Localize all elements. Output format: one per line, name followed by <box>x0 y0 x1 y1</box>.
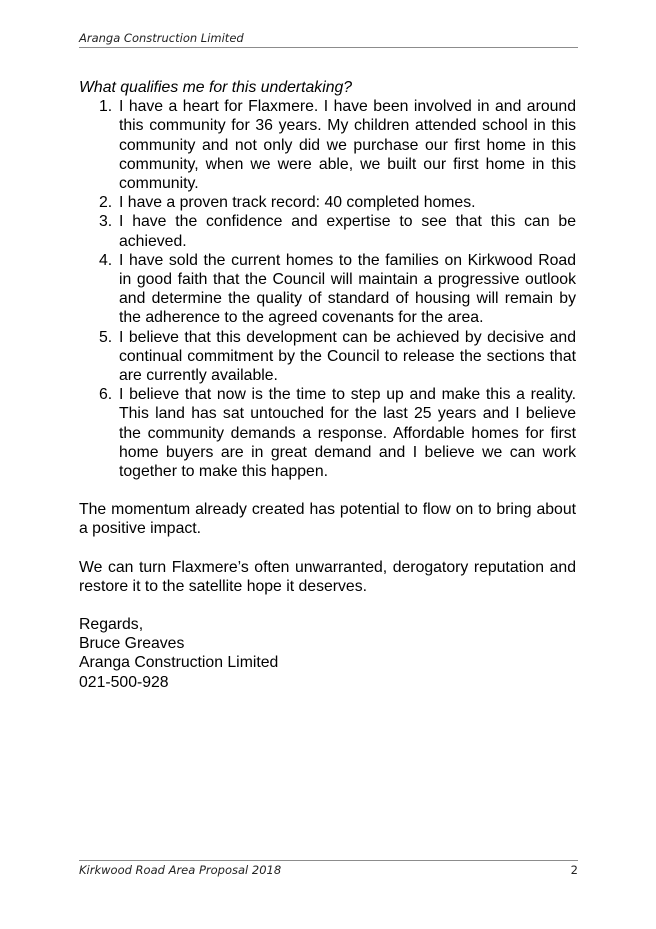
list-text: I have a heart for Flaxmere. I have been involved in and around this community for 36 years. My children attended school in this community and not only did we purchase our first home in this community, when we were able, we built our first home in this community. <box>119 98 576 193</box>
footer-title: Kirkwood Road Area Proposal 2018 <box>79 863 282 877</box>
list-number: 4. <box>99 251 113 269</box>
signature-phone: 021-500-928 <box>79 673 169 691</box>
list-item <box>79 251 576 328</box>
page-footer <box>79 860 578 877</box>
list-number: 2. <box>99 194 113 212</box>
list-item <box>79 328 576 386</box>
list-number: 5. <box>99 328 113 346</box>
signature-name: Bruce Greaves <box>79 635 185 653</box>
list-item <box>79 97 576 193</box>
section-intro: What qualifies me for this undertaking? <box>79 79 353 96</box>
list-item <box>79 193 576 212</box>
list-number: 3. <box>99 213 113 231</box>
body-paragraph: We can turn Flaxmere’s often unwarranted, derogatory reputation and restore it to the satellite hope it deserves. <box>79 558 576 595</box>
page-number: 2 <box>570 863 578 877</box>
list-item <box>79 385 576 481</box>
signature-block <box>79 615 576 692</box>
list-text: I have a proven track record: 40 completed homes. <box>119 194 476 212</box>
list-text: I believe that now is the time to step up and make this a reality. This land has sat untouched for the last 25 years and I believe the community demands a response. Affordable homes for first home buyers are in great demand and I believe we can work together to make this happen. <box>119 386 576 481</box>
list-number: 1. <box>99 98 113 116</box>
list-number: 6. <box>99 386 113 404</box>
page-body <box>79 78 576 692</box>
body-paragraph: The momentum already created has potential to flow on to bring about a positive impact. <box>79 501 576 538</box>
signature-closing: Regards, <box>79 616 144 634</box>
list-item <box>79 212 576 250</box>
list-text: I believe that this development can be achieved by decisive and continual commitment by the Council to release the sections that are currently available. <box>119 328 576 385</box>
header-company: Aranga Construction Limited <box>79 31 244 45</box>
list-text: I have sold the current homes to the families on Kirkwood Road in good faith that the Council will maintain a progressive outlook and determine the quality of standard of housing will remain by the adherence to the agreed covenants for the area. <box>119 251 576 327</box>
list-text: I have the confidence and expertise to see that this can be achieved. <box>119 213 576 250</box>
page-header <box>79 31 578 48</box>
signature-company: Aranga Construction Limited <box>79 654 279 672</box>
qualifications-list <box>79 97 576 481</box>
